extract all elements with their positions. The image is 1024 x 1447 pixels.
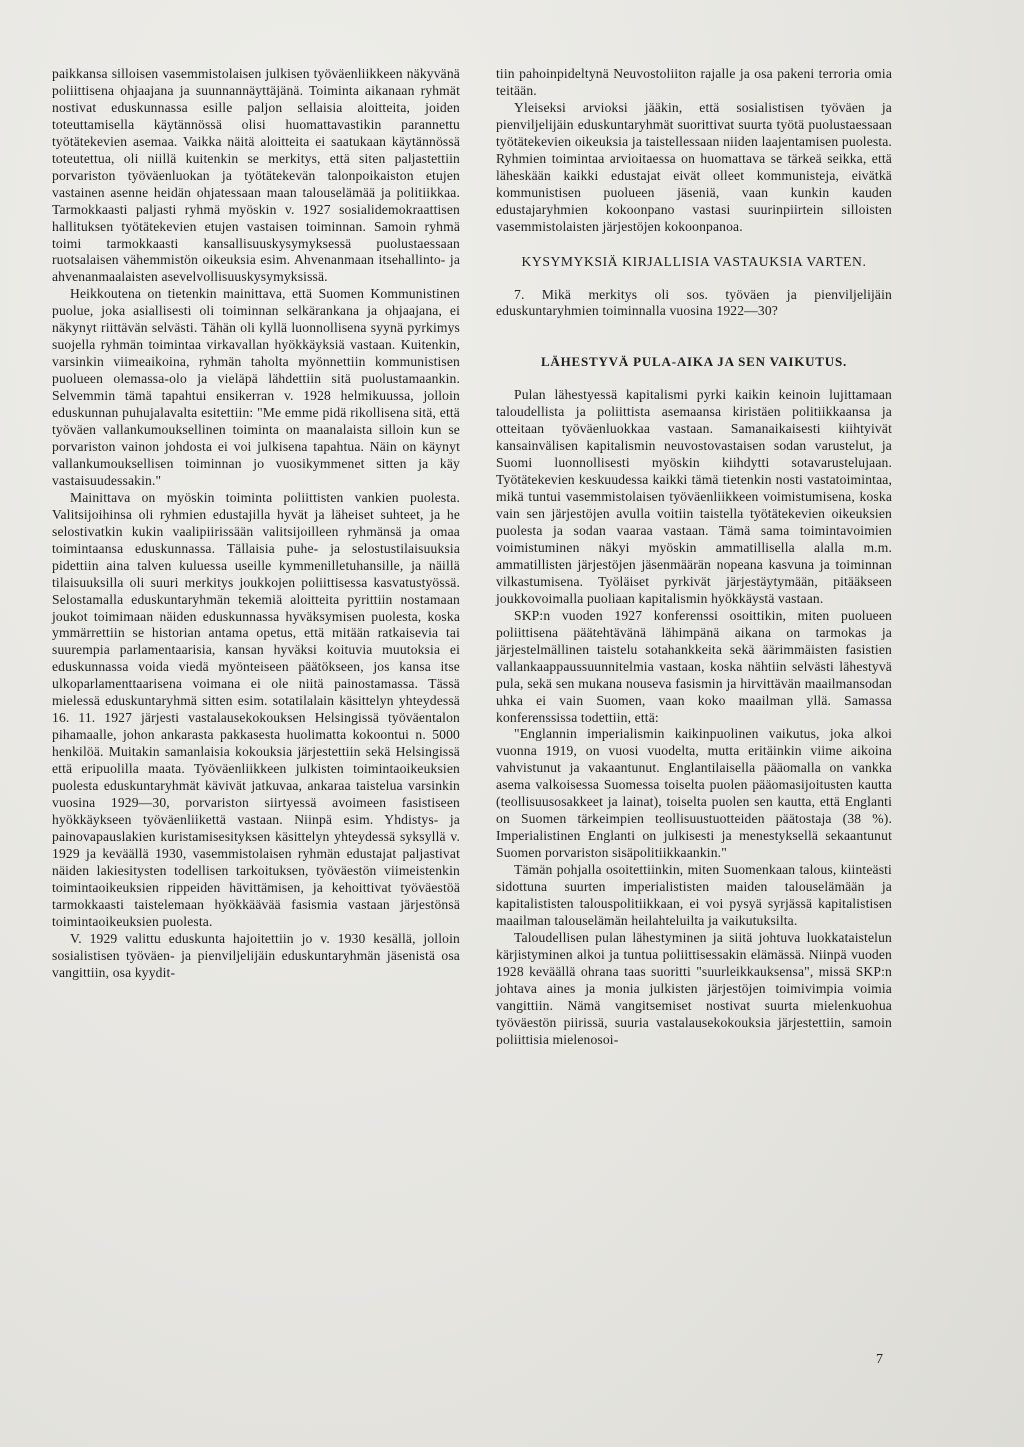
- left-column: [52, 66, 460, 981]
- paragraph: Yleiseksi arvioksi jääkin, että sosialistisen työväen ja pienviljelijäin eduskuntaryhmät suorittivat suurta työtä puolustaessaan työtätekevien oikeuksia ja taistellessaan niiden laajentamisen puolesta. Ryhmien toimintaa arvioitaessa on huomattava se tärkeä seikka, että läheskään kaikki edustajat eivät olleet kommunisteja, eivätkä kommunistisen puolueen jäseniä, vaan kunkin kauden edustajaryhmien kokoonpano vastasi suurinpiirtein silloisten vasemmistolaisten järjestöjen kokoonpanoa.: [496, 99, 892, 234]
- paragraph: Mainittava on myöskin toiminta poliittisten vankien puolesta. Valitsijoihinsa oli ryhmien edustajilla hyvät ja läheiset suhteet, ja he selostivatkin kukin vaalipiirissään valitsijoilleen ryhmänsä ja omaa toimintaansa eduskunnassa. Tällaisia puhe- ja selostustilaisuuksia pidettiin aina talven kuluessa useille kymmenilletuhansille, ja näillä tilaisuuksilla oli suuri merkitys joukkojen poliittisessa kasvatustyössä. Selostamalla eduskuntaryhmän tekemiä aloitteita pyrittiin nostamaan joukot toimimaan näiden eduskunnassa hyväksymisen puolesta, koska ymmärrettiin se historian antama opetus, että mitään ratkaisevia tai suurempia parlamentaarisia, kansan hyväksi koituvia muutoksia ei eduskunnassa voida viedä myönteiseen päätökseen, jos kansa itse ulkoparlamenttaarisena voimana ei ole niitä painostamassa. Tässä mielessä eduskuntaryhmä sitten esim. sotatilalain käsittelyn yhteydessä 16. 11. 1927 järjesti vastalausekokouksen Helsingissä työväentalon pihamaalle, johon ankarasta pakkasesta huolimatta kokoontui n. 5000 henkilöä. Muitakin samanlaisia kokouksia järjestettiin sekä Helsingissä että eripuolilla maata. Työväenliikkeen julkisten toimintaoikeuksien puolesta eduskuntaryhmät kävivät jatkuvaa, ankaraa taistelua varsinkin vuosina 1929—30, porvariston siirtyessä avoimeen fasistiseen hyökkäykseen työväenliikettä vastaan. Niinpä esim. Yhdistys- ja painovapauslakien kuristamisesityksen käsittelyn yhteydessä syksyllä v. 1929 ja keväällä 1930, vasemmistolaisen ryhmän edustajat paljastivat näiden lakiesitysten todellisen tarkoituksen, työväestön viimeistenkin toimintaoikeuksien rippeiden hävittämisen, ja kehoittivat työväestöä tarmokkaasti taistelemaan hyökkäävää fasismia vastaan järjestönsä toimintaoikeuksien puolesta.: [52, 489, 460, 929]
- paragraph: V. 1929 valittu eduskunta hajoitettiin jo v. 1930 kesällä, jolloin sosialistisen työväen- ja pienviljelijäin eduskuntaryhmän jäsenistä osa vangittiin, osa kyydit-: [52, 930, 460, 980]
- paragraph: Taloudellisen pulan lähestyminen ja siitä johtuva luokkataistelun kärjistyminen alkoi ja tuntua poliittisessakin elämässä. Niinpä vuoden 1928 keväällä ohrana taas suoritti "suurleikkauksensa", missä SKP:n johtava aines ja monia julkisten järjestöjen toimivimpia voimia vangittiin. Nämä vangitsemiset nostivat suurta mielenkuohua työväestön piirissä, suuria vastalausekokouksia järjestettiin, samoin poliittisia mielenosoi-: [496, 929, 892, 1047]
- paragraph: tiin pahoinpideltynä Neuvostoliiton rajalle ja osa pakeni terroria omia teitään.: [496, 66, 892, 98]
- paragraph: Heikkoutena on tietenkin mainittava, että Suomen Kommunistinen puolue, joka asiallisesti oli toiminnan selkärankana ja ohjaajana, ei näkynyt riittävän selvästi. Tähän oli kyllä luonnollisena syynä pyrkimys suojella ryhmän toimintaa virkavallan hyökkäyksiä vastaan. Kuitenkin, varsinkin viimeaikoina, ryhmän taholta myönnettiin kommunistisen puolueen olemassa-olo ja vieläpä lähdettiin sitä puolustamaankin. Selvemmin tämä tapahtui ensikerran v. 1928 helmikuussa, jolloin eduskunnan puhujalavalta esitettiin: "Me emme pidä rikollisena sitä, että työväen vallankumouksellinen toiminta on maanalaista silloin kun se porvariston vainon johdosta ei voi julkisena tapahtua. Näin on käynyt vallankumouksellisen toiminnan jo vuosikymmenet sitten ja käy vastaisuudessakin.": [52, 286, 460, 488]
- questions-heading: KYSYMYKSIÄ KIRJALLISIA VASTAUKSIA VARTEN.: [521, 253, 867, 269]
- paragraph: Tämän pohjalla osoitettiinkin, miten Suomenkaan talous, kiinteästi sidottuna suurten imperialististen maiden talouselämään ja kapitalististen talouspolitiikkaan, ei voi pysyä syrjässä kapitalistisen maailman talouselämän heilahteluilta ja vaikutuksilta.: [496, 862, 892, 928]
- paragraph: Pulan lähestyessä kapitalismi pyrki kaikin keinoin lujittamaan taloudellista ja poliittista asemaansa kiristäen politiikkaansa ja otteitaan työväenluokkaa vastaan. Samanaikaisesti kiihtyivät kansainvälisen kapitalismin neuvostovastaisen sodan varustelut, ja Suomi luonnollisesti myöskin kiihdytti sotavarustelujaan. Työtätekevien keskuudessa kaikki tämä tietenkin nosti vastatoimintaa, mikä tuntui vasemmistolaisen työväenliikkeen voimistumisena, koska vain sen järjestöjen avulla voitiin taistella työtätekevien oikeuksien puolesta ja sodan vaaraa vastaan. Tämä sama toimintavoimien voimistuminen näkyi myöskin ammatillisella alalla m.m. ammatillisten järjestöjen jäsenmäärän nopeana kasvuna ja toiminnan vilkastumisena. Työläiset pyrkivät järjestäytymään, pitääkseen joukkovoimalla puoliaan kapitalismin hyökkäystä vastaan.: [496, 387, 892, 606]
- quote-paragraph: "Englannin imperialismin kaikinpuolinen vaikutus, joka alkoi vuonna 1919, on vuosi vuodelta, mutta eritäinkin viime aikoina vahvistunut ja vakaantunut. Englantilaisella pääomalla on vankka asema valkoisessa Suomessa toiselta puolen pääomasijoitusten kautta (teollisuusosakkeet ja lainat), toiselta puolen sen kautta, että Englanti on Suomen tärkeimpien teollisuustuotteiden päätostaja (38 %). Imperialistinen Englanti on julkisesti ja menestyksellä sekaantunut Suomen porvariston sisäpolitiikkaankin.": [496, 726, 892, 861]
- section-heading: LÄHESTYVÄ PULA-AIKA JA SEN VAIKUTUS.: [540, 354, 848, 370]
- page-number: 7: [876, 1352, 883, 1367]
- right-column: [496, 66, 892, 1049]
- question-7: 7. Mikä merkitys oli sos. työväen ja pienviljelijäin eduskuntaryhmien toiminnalla vuosina 1922—30?: [496, 286, 892, 319]
- paragraph: SKP:n vuoden 1927 konferenssi osoittikin, miten puolueen poliittisena päätehtävänä lähimpänä aikana on tarmokas ja järjestelmällinen taistelu sotahankkeita sekä äärimmäisten fasistien vallankaappaussuunnitelmia vastaan, koska nähtiin selvästi lähestyvä pula, sekä sen mukana nouseva fasismin ja hirvittävän maailmansodan uhka ei vain Suomen, vaan koko maailman yllä. Samassa konferenssissa todettiin, että:: [496, 607, 892, 725]
- paragraph: paikkansa silloisen vasemmistolaisen julkisen työväenliikkeen näkyvänä poliittisena ohjaajana ja suunnannäyttäjänä. Toiminta aikanaan ryhmät nostivat eduskunnassa esille paljon sellaisia aloitteita, joiden toteuttamisella käytännössä olisi huomattavastikin parannettu työtätekevien asemaa. Vaikka näitä aloitteita ei saatukaan käytännössä toteutettua, oli niillä kuitenkin se merkitys, että siten paljastettiin porvariston työväenluokan ja työtätekevän talonpoikaiston etujen vastainen asenne heidän ohjatessaan maan talouselämää ja politiikkaa. Tarmokkaasti paljasti ryhmä myöskin v. 1927 sosialidemokraattisen hallituksen työtätekevien etujen vastaisen toiminnan. Samoin ryhmä toimi tarmokkaasti kansallisuuskysymyksessä puolustaessaan ruotsalaisen vähemmistön oikeuksia esim. Ahvenanmaan itsehallinto- ja ahvenanmaalaisten asevelvollisuuskysymyksissä.: [52, 66, 460, 285]
